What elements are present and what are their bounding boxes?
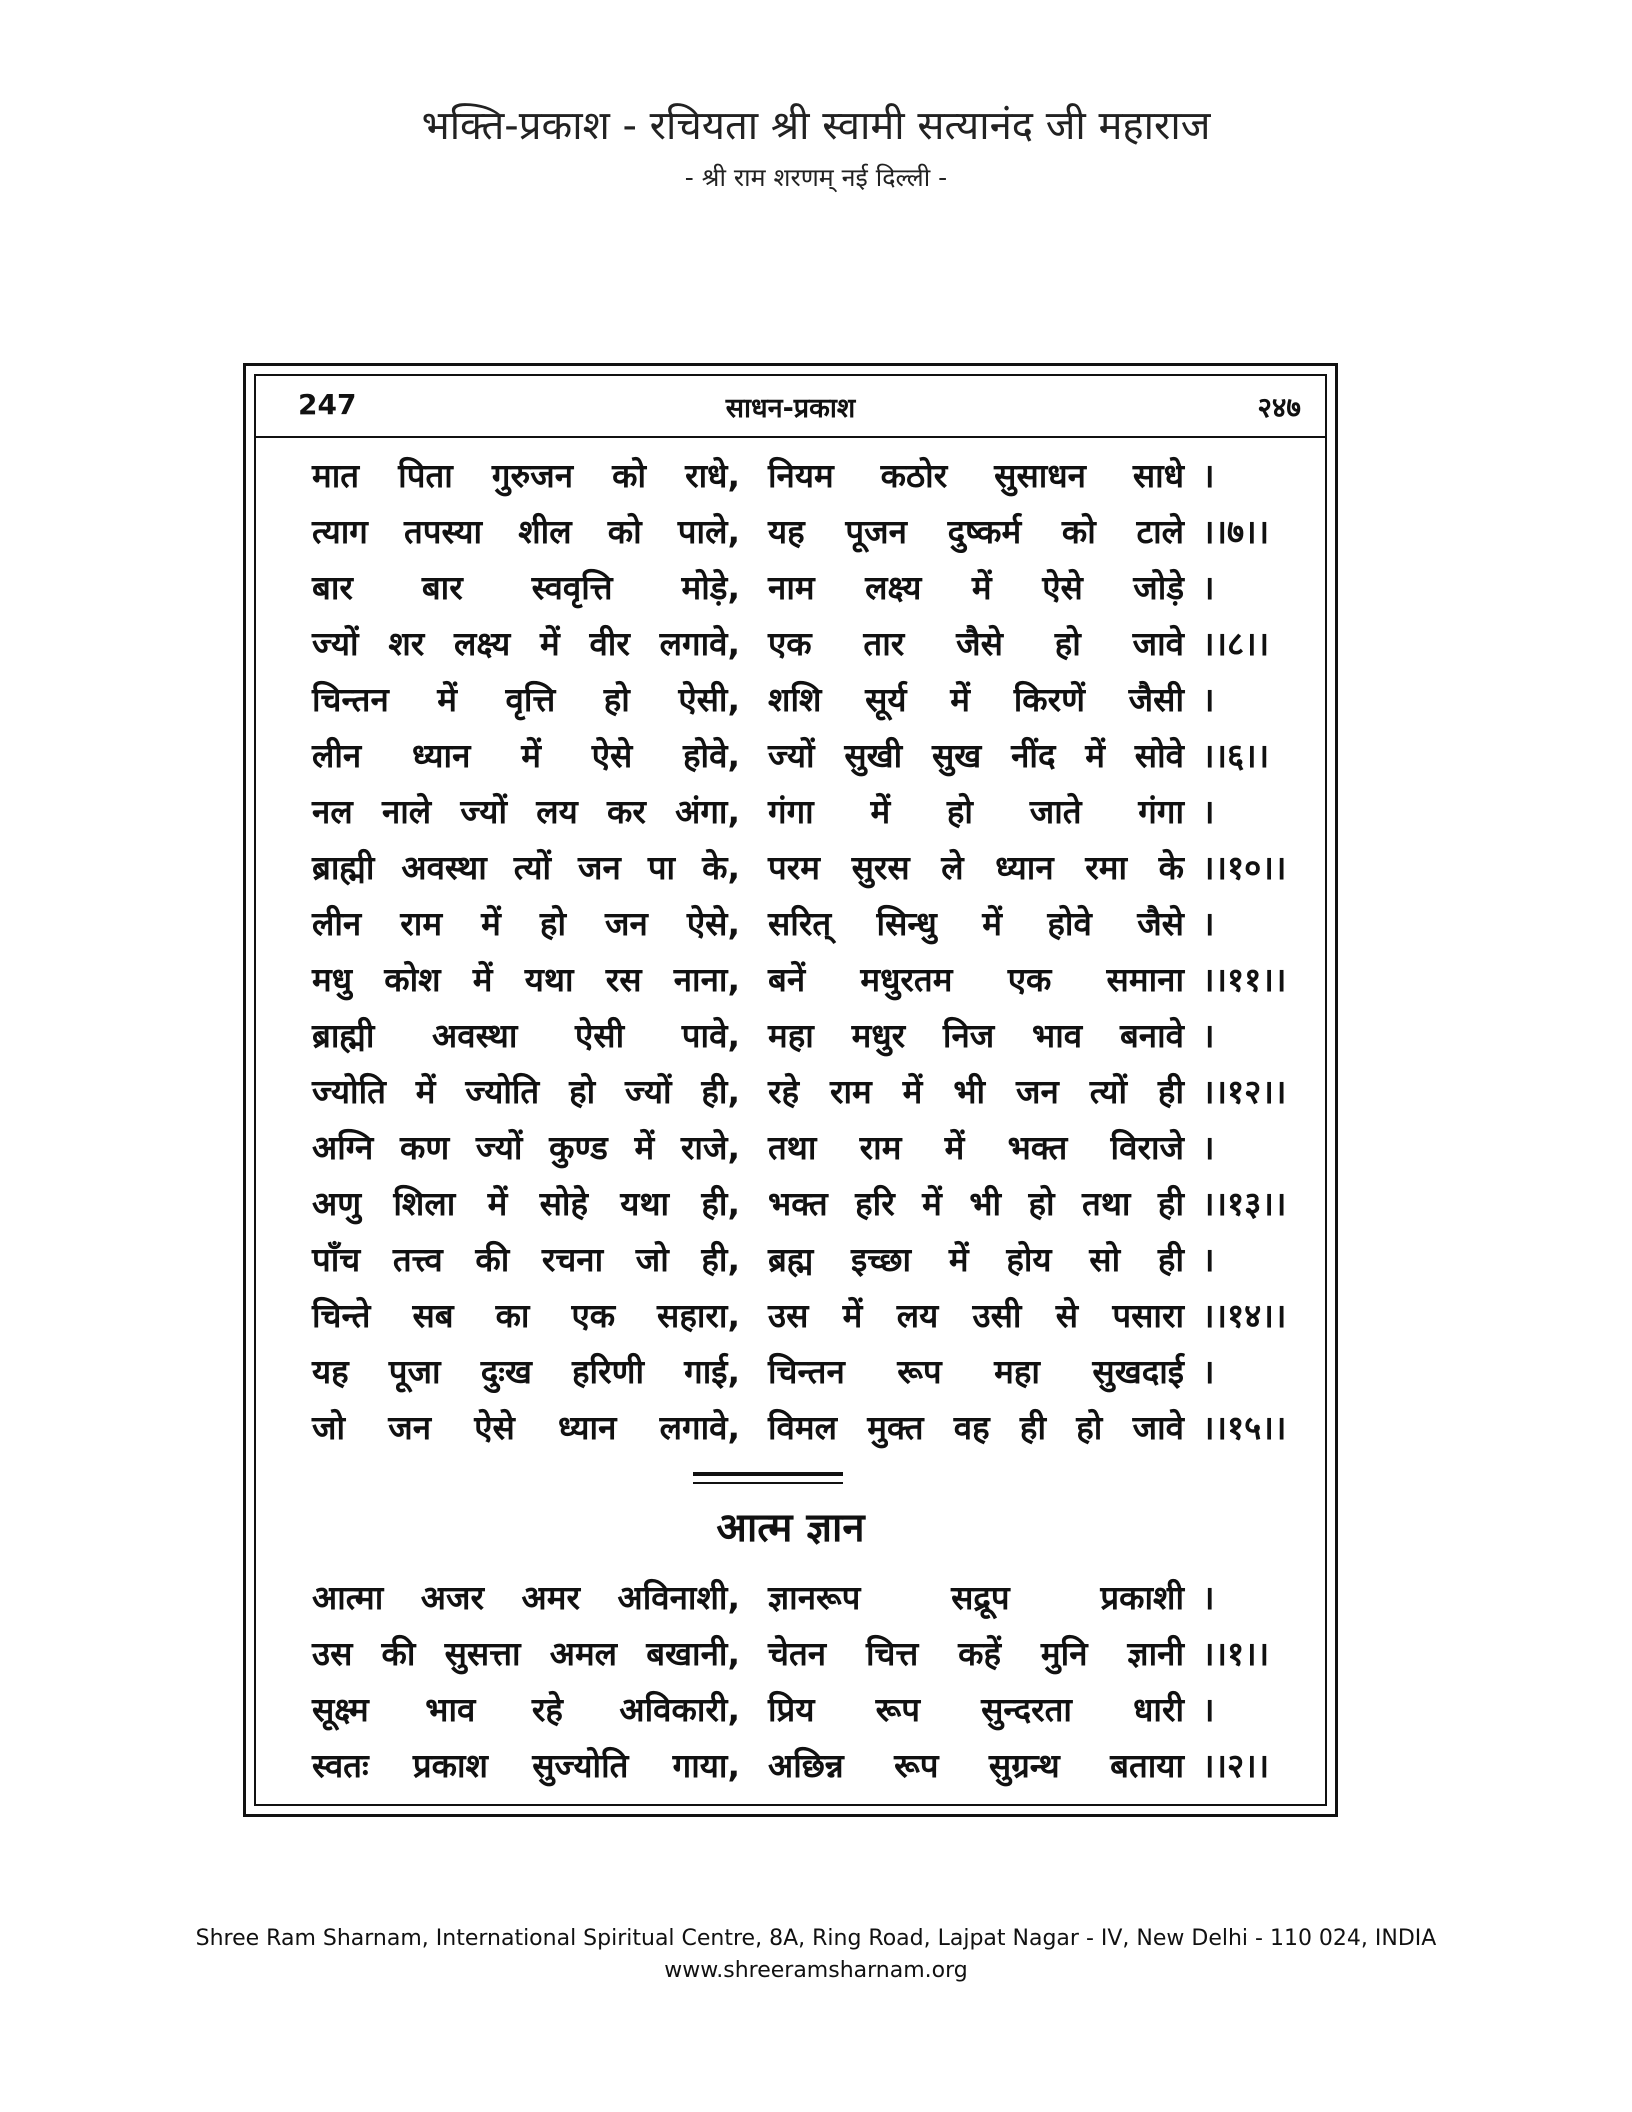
verse-first-half: मात पिता गुरुजन को राधे, <box>312 456 740 495</box>
verse-first-half: आत्मा अजर अमर अविनाशी, <box>312 1578 740 1617</box>
verse-first-half: उस की सुसत्ता अमल बखानी, <box>312 1634 740 1673</box>
verse-mark: । <box>1202 792 1215 831</box>
verse-mark: ।।१४।। <box>1202 1296 1287 1335</box>
verse-mark: । <box>1202 904 1215 943</box>
verse-first-half: स्वतः प्रकाश सुज्योति गाया, <box>312 1746 740 1785</box>
verse-line <box>256 1400 1325 1456</box>
scanned-page-frame <box>243 363 1338 1817</box>
verse-first-half: यह पूजा दुःख हरिणी गाई, <box>312 1352 740 1391</box>
verse-group-sadhan <box>256 448 1325 1456</box>
verse-line <box>256 616 1325 672</box>
verse-line <box>256 1344 1325 1400</box>
verse-mark: ।।१।। <box>1202 1634 1270 1673</box>
divider-rule-thick <box>693 1472 843 1476</box>
verse-second-half: ब्रह्म इच्छा में होय सो ही <box>768 1240 1184 1279</box>
verse-mark: । <box>1202 1240 1215 1279</box>
verse-mark: ।।१३।। <box>1202 1184 1287 1223</box>
verse-line <box>256 1064 1325 1120</box>
verse-line <box>256 1626 1325 1682</box>
verse-first-half: चिन्तन में वृत्ति हो ऐसी, <box>312 680 740 719</box>
section-divider <box>256 1456 1325 1500</box>
verse-mark: । <box>1202 1690 1215 1729</box>
verse-second-half: तथा राम में भक्त विराजे <box>768 1128 1184 1167</box>
verse-first-half: ज्योति में ज्योति हो ज्यों ही, <box>312 1072 740 1111</box>
verse-line <box>256 448 1325 504</box>
verse-line <box>256 896 1325 952</box>
verse-line <box>256 1738 1325 1794</box>
scanned-page-inner-frame <box>254 374 1327 1806</box>
verse-mark: । <box>1202 1578 1215 1617</box>
verse-first-half: चिन्ते सब का एक सहारा, <box>312 1296 740 1335</box>
verse-mark: ।।११।। <box>1202 960 1287 999</box>
verse-first-half: ब्राह्मी अवस्था ऐसी पावे, <box>312 1016 740 1055</box>
subsection-title: आत्म ज्ञान <box>716 1505 865 1551</box>
document-footer <box>0 1923 1632 1987</box>
verse-line <box>256 1682 1325 1738</box>
page-number-right: २४७ <box>1257 391 1301 424</box>
verse-second-half: सरित् सिन्धु में होवे जैसे <box>768 904 1184 943</box>
verse-first-half: जो जन ऐसे ध्यान लगावे, <box>312 1408 740 1447</box>
verse-mark: ।।६।। <box>1202 736 1270 775</box>
header-subtitle: - श्री राम शरणम् नई दिल्ली - <box>684 163 948 192</box>
verse-line <box>256 560 1325 616</box>
verse-line <box>256 840 1325 896</box>
verse-line <box>256 672 1325 728</box>
verse-second-half: चिन्तन रूप महा सुखदाई <box>768 1352 1184 1391</box>
verse-second-half: प्रिय रूप सुन्दरता धारी <box>768 1690 1184 1729</box>
verse-mark: । <box>1202 568 1215 607</box>
verse-mark: । <box>1202 1016 1215 1055</box>
verse-second-half: विमल मुक्त वह ही हो जावे <box>768 1408 1184 1447</box>
verse-mark: ।।२।। <box>1202 1746 1270 1785</box>
verse-first-half: अग्नि कण ज्यों कुण्ड में राजे, <box>312 1128 740 1167</box>
verse-second-half: एक तार जैसे हो जावे <box>768 624 1184 663</box>
verse-second-half: अछिन्न रूप सुग्रन्थ बताया <box>768 1746 1184 1785</box>
verse-mark: ।।८।। <box>1202 624 1270 663</box>
verse-first-half: बार बार स्ववृत्ति मोड़े, <box>312 568 740 607</box>
verse-mark: । <box>1202 1352 1215 1391</box>
verse-first-half: सूक्ष्म भाव रहे अविकारी, <box>312 1690 740 1729</box>
verse-second-half: नियम कठोर सुसाधन साधे <box>768 456 1184 495</box>
section-title: साधन-प्रकाश <box>725 393 856 424</box>
verse-line <box>256 728 1325 784</box>
verse-second-half: यह पूजन दुष्कर्म को टाले <box>768 512 1184 551</box>
verse-line <box>256 1232 1325 1288</box>
verse-first-half: अणु शिला में सोहे यथा ही, <box>312 1184 740 1223</box>
verse-group-atma-gyan <box>256 1570 1325 1794</box>
footer-website[interactable]: www.shreeramsharnam.org <box>664 1958 968 1983</box>
verse-line <box>256 1176 1325 1232</box>
verse-mark: ।।१०।। <box>1202 848 1287 887</box>
verse-first-half: त्याग तपस्या शील को पाले, <box>312 512 740 551</box>
page-running-head <box>256 376 1325 438</box>
verse-line <box>256 1008 1325 1064</box>
verse-second-half: बनें मधुरतम एक समाना <box>768 960 1184 999</box>
verse-mark: । <box>1202 680 1215 719</box>
verse-second-half: ज्ञानरूप सद्रूप प्रकाशी <box>768 1578 1184 1617</box>
verse-first-half: ज्यों शर लक्ष्य में वीर लगावे, <box>312 624 740 663</box>
verse-line <box>256 1570 1325 1626</box>
verse-block <box>256 448 1325 1794</box>
divider-rule-thin <box>693 1482 843 1484</box>
document-header <box>0 100 1632 198</box>
verse-first-half: लीन राम में हो जन ऐसे, <box>312 904 740 943</box>
verse-second-half: उस में लय उसी से पसारा <box>768 1296 1184 1335</box>
verse-second-half: रहे राम में भी जन त्यों ही <box>768 1072 1184 1111</box>
verse-line <box>256 504 1325 560</box>
page-number-left: 247 <box>298 388 357 421</box>
verse-mark: ।।१२।। <box>1202 1072 1287 1111</box>
verse-line <box>256 1120 1325 1176</box>
verse-first-half: ब्राह्मी अवस्था त्यों जन पा के, <box>312 848 740 887</box>
verse-line <box>256 952 1325 1008</box>
header-title: भक्ति-प्रकाश - रचियता श्री स्वामी सत्यानंद जी महाराज <box>421 103 1211 149</box>
verse-second-half: महा मधुर निज भाव बनावे <box>768 1016 1184 1055</box>
verse-mark: ।।७।। <box>1202 512 1270 551</box>
verse-second-half: भक्त हरि में भी हो तथा ही <box>768 1184 1184 1223</box>
verse-second-half: परम सुरस ले ध्यान रमा के <box>768 848 1184 887</box>
verse-second-half: नाम लक्ष्य में ऐसे जोड़े <box>768 568 1184 607</box>
verse-mark: । <box>1202 456 1215 495</box>
verse-second-half: गंगा में हो जाते गंगा <box>768 792 1184 831</box>
verse-first-half: पाँच तत्त्व की रचना जो ही, <box>312 1240 740 1279</box>
verse-line <box>256 1288 1325 1344</box>
verse-second-half: चेतन चित्त कहें मुनि ज्ञानी <box>768 1634 1184 1673</box>
footer-address: Shree Ram Sharnam, International Spiritual Centre, 8A, Ring Road, Lajpat Nagar - IV, New Delhi - 110 024, INDIA <box>195 1926 1437 1951</box>
verse-second-half: शशि सूर्य में किरणें जैसी <box>768 680 1184 719</box>
verse-mark: । <box>1202 1128 1215 1167</box>
verse-first-half: लीन ध्यान में ऐसे होवे, <box>312 736 740 775</box>
verse-first-half: मधु कोश में यथा रस नाना, <box>312 960 740 999</box>
verse-second-half: ज्यों सुखी सुख नींद में सोवे <box>768 736 1184 775</box>
verse-first-half: नल नाले ज्यों लय कर अंगा, <box>312 792 740 831</box>
verse-line <box>256 784 1325 840</box>
verse-mark: ।।१५।। <box>1202 1408 1287 1447</box>
